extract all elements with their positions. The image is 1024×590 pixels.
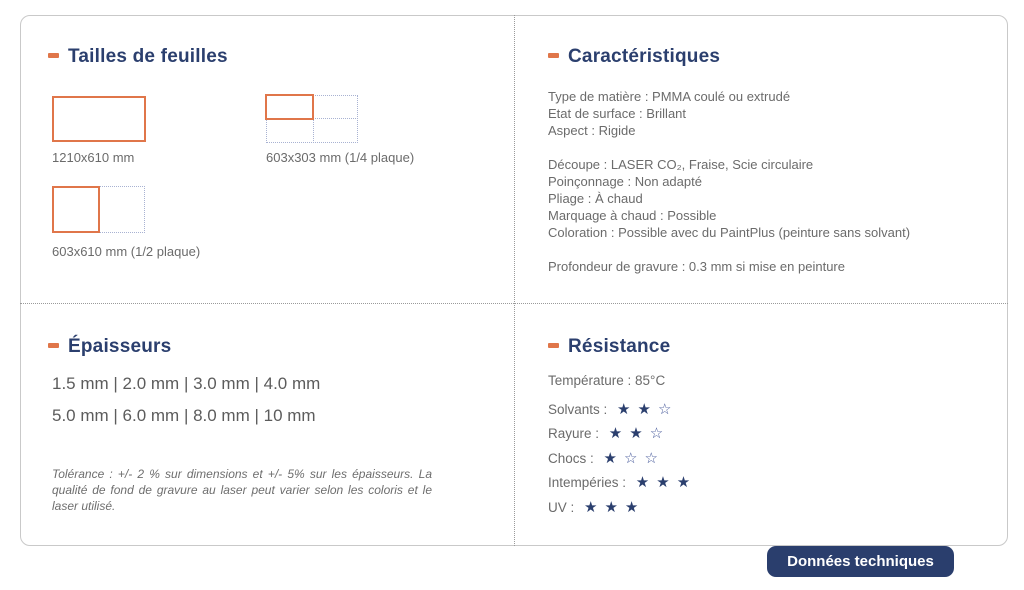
quarter-orange-cell (265, 94, 314, 120)
sheet-full-plate-shape (52, 96, 146, 142)
thickness-row-2: 5.0 mm | 6.0 mm | 8.0 mm | 10 mm (52, 406, 316, 425)
rating-stars (617, 402, 678, 417)
sheet-sizes-header (48, 46, 228, 68)
star-filled-icon: ★ (617, 400, 631, 418)
rating-label: UV : (548, 499, 579, 515)
star-filled-icon: ★ (656, 474, 670, 492)
characteristics-line: Coloration : Possible avec du PaintPlus (peinture sans solvant) (548, 225, 911, 240)
characteristics-header (548, 46, 720, 68)
characteristics-line: Etat de surface : Brillant (548, 106, 687, 121)
rating-row (548, 495, 697, 520)
half-dotted-cell (99, 186, 145, 233)
star-filled-icon: ★ (603, 449, 617, 467)
rating-label: Solvants : (548, 401, 612, 417)
characteristics-line: Type de matière : PMMA coulé ou extrudé (548, 89, 791, 104)
characteristics-line: Profondeur de gravure : 0.3 mm si mise en peinture (548, 259, 845, 274)
resistance-ratings (548, 397, 697, 520)
characteristics-line: Marquage à chaud : Possible (548, 208, 717, 223)
orange-dash-icon (48, 343, 59, 348)
characteristics-lines (548, 88, 988, 275)
rating-row (548, 397, 697, 422)
rating-stars (636, 475, 697, 490)
characteristics-line: Pliage : À chaud (548, 191, 643, 206)
rating-label: Intempéries : (548, 475, 630, 491)
characteristics-title: Caractéristiques (568, 46, 721, 67)
star-empty-icon: ☆ (649, 425, 664, 443)
thicknesses-header (48, 336, 171, 358)
star-filled-icon: ★ (584, 498, 598, 516)
sheet-half-plate-shape (52, 186, 145, 233)
star-filled-icon: ★ (635, 474, 650, 492)
star-empty-icon: ☆ (644, 449, 658, 467)
orange-dash-icon (48, 53, 59, 58)
sheet-full-plate-label: 1210x610 mm (52, 150, 135, 165)
sheet-sizes-title: Tailles de feuilles (68, 46, 228, 67)
sheet-half-plate-label: 603x610 mm (1/2 plaque) (52, 244, 201, 259)
half-orange-cell (52, 186, 100, 233)
rating-stars (584, 500, 645, 515)
rating-label: Chocs : (548, 450, 598, 466)
star-empty-icon: ☆ (657, 400, 672, 418)
rating-row (548, 471, 697, 496)
characteristics-line: Découpe : LASER CO₂, Fraise, Scie circulaire (548, 157, 814, 172)
thickness-row-1: 1.5 mm | 2.0 mm | 3.0 mm | 4.0 mm (52, 374, 321, 393)
rating-stars (604, 451, 665, 466)
resistance-header (548, 336, 670, 358)
donnees-techniques-button[interactable]: Données techniques (767, 546, 954, 577)
temperature-line: Température : 85°C (548, 373, 666, 388)
orange-dash-icon (548, 53, 559, 58)
sheet-quarter-plate-label: 603x303 mm (1/4 plaque) (266, 150, 415, 165)
star-filled-icon: ★ (676, 474, 691, 492)
star-filled-icon: ★ (608, 425, 623, 443)
horizontal-dotted-divider (20, 303, 1008, 304)
star-empty-icon: ☆ (623, 449, 638, 467)
rating-stars (609, 426, 670, 441)
star-filled-icon: ★ (629, 425, 643, 443)
characteristics-line: Aspect : Rigide (548, 123, 636, 138)
rating-row (548, 422, 697, 447)
orange-dash-icon (548, 343, 559, 348)
characteristics-line: Poinçonnage : Non adapté (548, 174, 702, 189)
star-filled-icon: ★ (624, 498, 639, 516)
star-filled-icon: ★ (637, 400, 651, 418)
characteristics-spacer (548, 139, 988, 156)
sheet-quarter-plate-shape (266, 95, 358, 143)
star-filled-icon: ★ (604, 498, 618, 516)
tolerance-note: Tolérance : +/- 2 % sur dimensions et +/- 5% sur les épaisseurs. La qualité de fond de gravure au laser peut varier selon les coloris et le laser utilisé. (52, 467, 432, 513)
characteristics-spacer (548, 241, 988, 258)
rating-row (548, 446, 697, 471)
vertical-dotted-divider (514, 15, 515, 546)
rating-label: Rayure : (548, 426, 603, 442)
resistance-title: Résistance (568, 336, 671, 357)
thicknesses-title: Épaisseurs (68, 336, 172, 357)
